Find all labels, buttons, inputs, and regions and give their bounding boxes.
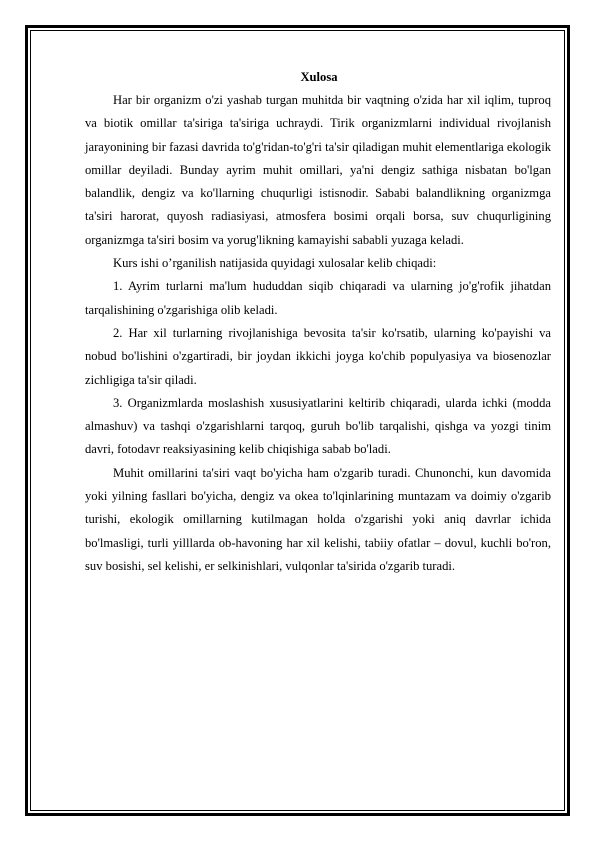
paragraph-point-2: 2. Har xil turlarning rivojlanishiga bevosita ta'sir ko'rsatib, ularning ko'payishi va nobud bo'lishini o'zgartiradi, bir joydan ikkichi joyga ko'chib populyasiya va biosenozlar zichligiga ta'sir qiladi.: [85, 325, 551, 387]
paragraph-intro: Har bir organizm o'zi yashab turgan muhitda bir vaqtning o'zida har xil iqlim, tuproq va biotik omillar ta'siriga ta'siriga uchraydi. Tirik organizmlarni individual rivojlanish jarayonining bir fazasi davrida to'g'ridan-to'g'ri ta'sir qiladigan muhit elementlariga ekologik omillar deyiladi. Bunday ayrim muhit omillari, ya'ni dengiz sathiga nisbatan bo'lgan balandlik, dengiz va ko'llarning chuqurligi istisnodir. Sababi balandlikning organizmga ta'siri harorat, quyosh radiasiyasi, atmosfera bosimi orqali borsa, suv chuqurligining organizmga ta'siri bosim va yorug'likning kamayishi sababli yuzaga keladi.: [85, 93, 551, 247]
document-title: Xulosa: [300, 70, 338, 84]
document-body: [85, 66, 551, 578]
paragraph-point-3: 3. Organizmlarda moslashish xususiyatlarini keltirib chiqaradi, ularda ichki (modda almashuv) va tashqi o'zgarishlarni tarqoq, guruh bo'lib tarqalishi, qishga va yozgi tinim davri, fotodavr reaksiyasining kelib chiqishiga sabab bo'ladi.: [85, 395, 551, 457]
paragraph-closing: Muhit omillarini ta'siri vaqt bo'yicha ham o'zgarib turadi. Chunonchi, kun davomida yoki yilning fasllari bo'yicha, dengiz va okea to'lqinlarining muntazam va doimiy o'zgarib turishi, ekologik omillarning kutilmagan holda o'zgarishi yoki aniq davrlar ichida bo'lmasligi, turli yilllarda ob-havoning har xil kelishi, tabiiy ofatlar – dovul, kuchli bo'ron, suv bosishi, sel kelishi, er selkinishlari, vulqonlar ta'sirida o'zgarib turadi.: [85, 465, 551, 573]
paragraph-point-1: 1. Ayrim turlarni ma'lum hududdan siqib chiqaradi va ularning jo'g'rofik jihatdan tarqalishining o'zgarishiga olib keladi.: [85, 279, 551, 317]
paragraph-conclusions-lead: Kurs ishi o’rganilish natijasida quyidagi xulosalar kelib chiqadi:: [113, 256, 437, 271]
